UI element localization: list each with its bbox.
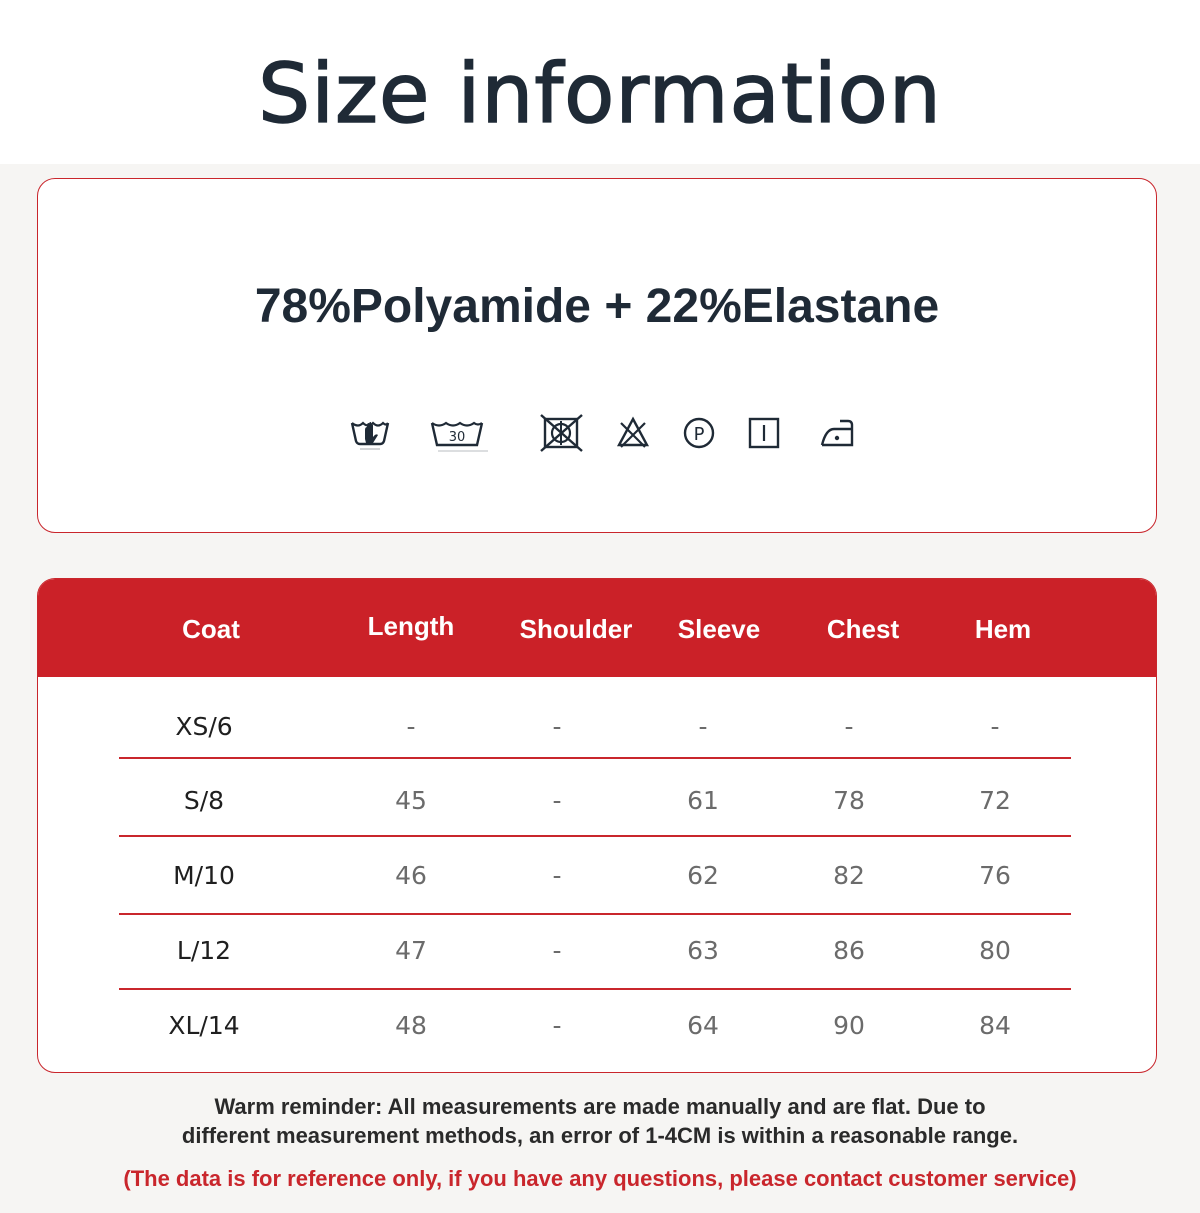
shoulder-value: - (552, 1011, 562, 1040)
sleeve-value: 64 (687, 1011, 719, 1040)
table-row (38, 913, 1156, 989)
table-row (38, 689, 1156, 765)
shoulder-value: - (552, 936, 562, 965)
hand-wash-icon (348, 411, 392, 459)
sleeve-value: - (698, 712, 708, 741)
table-header (38, 579, 1156, 677)
length-value: 45 (395, 786, 427, 815)
dry-clean-p-icon (681, 411, 717, 459)
chest-value: 82 (833, 861, 865, 890)
header-hem: Hem (974, 614, 1032, 644)
chest-value: - (844, 712, 854, 741)
length-value: 48 (395, 1011, 427, 1040)
shoulder-value: - (552, 712, 562, 741)
shoulder-value: - (552, 786, 562, 815)
do-not-tumble-dry-icon (538, 411, 586, 459)
table-row (38, 763, 1156, 839)
chest-value: 90 (833, 1011, 865, 1040)
wash-30-icon (428, 411, 488, 459)
size-table (37, 578, 1157, 1073)
table-row (38, 838, 1156, 914)
svg-text:P: P (693, 424, 705, 445)
hem-value: 76 (979, 861, 1011, 890)
reminder-line-1: Warm reminder: All measurements are made manually and are flat. Due to (214, 1094, 986, 1119)
shoulder-value: - (552, 861, 562, 890)
material-composition: 78%Polyamide + 22%Elastane (254, 280, 940, 333)
header-chest: Chest (826, 614, 900, 644)
sleeve-value: 62 (687, 861, 719, 890)
disclaimer-note: (The data is for reference only, if you have any questions, please contact customer service) (123, 1166, 1077, 1191)
row-divider (119, 835, 1071, 837)
size-label: M/10 (173, 861, 235, 890)
chest-value: 78 (833, 786, 865, 815)
header-coat: Coat (182, 614, 240, 644)
size-label: L/12 (176, 936, 232, 965)
svg-text:30: 30 (448, 430, 466, 445)
header-shoulder: Shoulder (519, 614, 633, 644)
title-band (0, 0, 1200, 164)
table-row (38, 988, 1156, 1064)
warm-reminder (0, 1092, 1200, 1150)
length-value: 47 (395, 936, 427, 965)
hem-value: 84 (979, 1011, 1011, 1040)
size-label: S/8 (183, 786, 225, 815)
hem-value: 80 (979, 936, 1011, 965)
size-label: XL/14 (168, 1011, 240, 1040)
care-icons-row (38, 411, 1156, 459)
sleeve-value: 61 (687, 786, 719, 815)
size-label: XS/6 (175, 712, 233, 741)
do-not-bleach-icon (615, 411, 651, 459)
hem-value: 72 (979, 786, 1011, 815)
header-length: Length (367, 611, 455, 641)
line-dry-icon (746, 411, 782, 459)
length-value: - (406, 712, 416, 741)
length-value: 46 (395, 861, 427, 890)
header-sleeve: Sleeve (677, 614, 761, 644)
sleeve-value: 63 (687, 936, 719, 965)
row-divider (119, 757, 1071, 759)
iron-low-icon (818, 411, 858, 459)
hem-value: - (990, 712, 1000, 741)
page-title: Size information (258, 47, 942, 142)
material-card (37, 178, 1157, 533)
chest-value: 86 (833, 936, 865, 965)
reminder-line-2: different measurement methods, an error of 1-4CM is within a reasonable range. (181, 1123, 1019, 1148)
